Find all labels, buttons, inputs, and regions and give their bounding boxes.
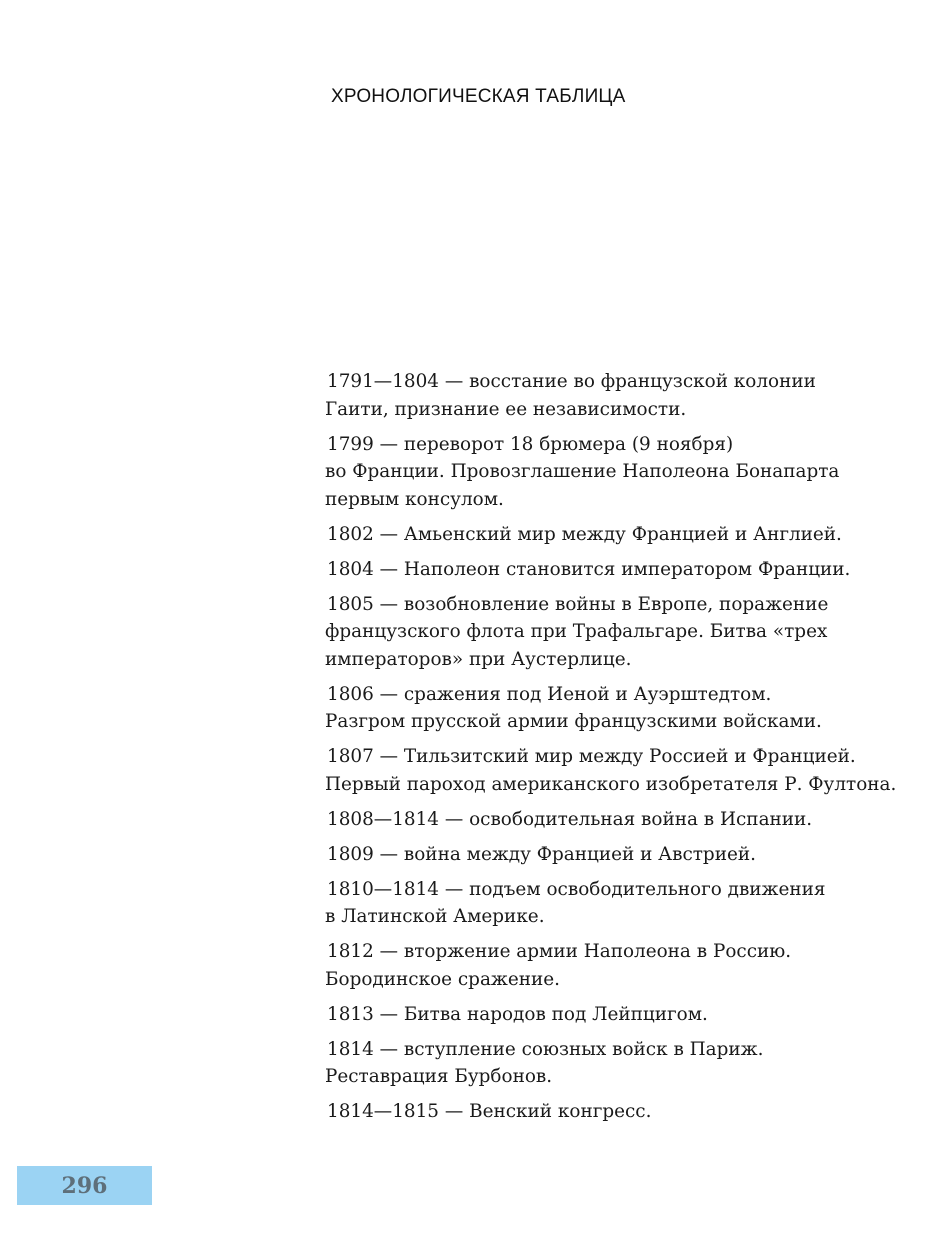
chronology-entry [325,743,940,798]
entry-date-line: 1802 — Амьенский мир между Францией и Англией. [327,523,842,545]
chronology-entry [325,938,940,993]
entry-text-line: Первый пароход американского изобретателя Р. Фултона. [325,773,897,795]
page-number-badge [17,1166,152,1205]
entry-text-line: Бородинское сражение. [325,968,560,990]
chronology-entry [325,368,940,423]
entry-date-line: 1814 — вступление союзных войск в Париж. [327,1038,764,1060]
chronology-entry [325,521,940,549]
entry-text-line: первым консулом. [325,488,504,510]
entry-date-line: 1808—1814 — освободительная война в Испании. [327,808,813,830]
chronology-entry [325,1036,940,1091]
entry-text-line: Реставрация Бурбонов. [325,1066,553,1087]
entry-date-line: 1807 — Тильзитский мир между Россией и Францией. [327,746,856,767]
entry-text-line: Гаити, признание ее независимости. [325,398,687,420]
chronology-entry [325,806,940,834]
entry-date-line: 1806 — сражения под Иеной и Ауэрштедтом. [327,683,772,705]
entry-date-line: 1814—1815 — Венский конгресс. [327,1101,652,1122]
page-title: ХРОНОЛОГИЧЕСКАЯ ТАБЛИЦА [331,86,626,107]
entry-text-line: в Латинской Америке. [325,906,545,927]
chronology-entry [325,876,940,931]
chronology-entry [325,1098,940,1126]
chronology-list [325,368,940,1133]
entry-date-line: 1813 — Битва народов под Лейпцигом. [327,1003,708,1025]
entry-text-line: во Франции. Провозглашение Наполеона Бонапарта [325,461,840,482]
entry-date-line: 1804 — Наполеон становится императором Франции. [327,558,851,580]
page-number: 296 [61,1172,108,1199]
entry-date-line: 1809 — война между Францией и Австрией. [327,843,756,865]
entry-date-line: 1791—1804 — восстание во французской колонии [327,371,816,392]
chronology-entry [325,841,940,869]
entry-text-line: императоров» при Аустерлице. [325,648,632,670]
chronology-entry [325,591,940,674]
chronology-entry [325,1001,940,1029]
chronology-entry [325,556,940,584]
entry-text-line: Разгром прусской армии французскими войсками. [325,711,822,732]
chronology-entry [325,681,940,736]
chronology-entry [325,431,940,514]
entry-date-line: 1805 — возобновление войны в Европе, поражение [327,593,829,615]
entry-date-line: 1810—1814 — подъем освободительного движения [327,878,826,900]
entry-date-line: 1812 — вторжение армии Наполеона в Россию. [327,941,792,962]
entry-text-line: французского флота при Трафальгаре. Битва «трех [325,621,828,642]
entry-date-line: 1799 — переворот 18 брюмера (9 ноября) [327,433,734,455]
